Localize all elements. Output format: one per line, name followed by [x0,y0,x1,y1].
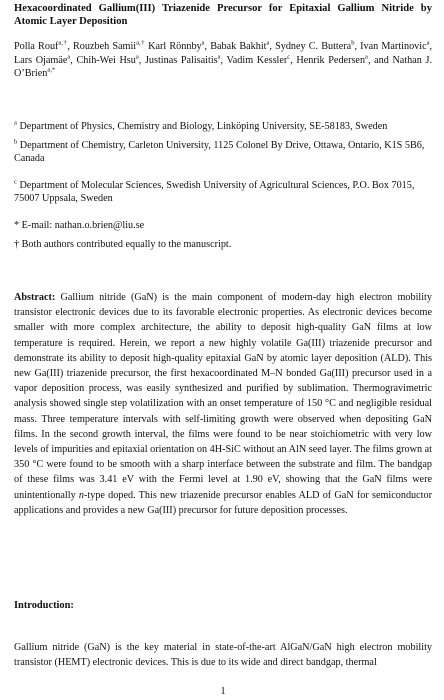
paper-title: Hexacoordinated Gallium(III) Triazenide Precursor for Epitaxial Gallium Nitride by Atomic Layer Deposition [14,3,432,27]
author: Lars Ojamäe$^a$ [14,53,71,66]
page-number: 1 [220,686,226,697]
author: Sydney C. Buttera$^b$ [275,39,355,52]
introduction-text: Gallium nitride (GaN) is the key material in state-of-the-art AlGaN/GaN high electron mobility transistor (HEMT) electronic devices. This is due to its wide and direct bandgap, thermal [14,642,432,669]
author: Chih-Wei Hsu$^a$ [76,53,139,66]
author: Nathan J. O’Brien$^{a,*}$ [14,54,433,79]
author: Vadim Kessler$^c$ [226,53,291,66]
author: Karl Rönnby$^a$ [148,39,205,52]
author: Rouzbeh Samii$^{a,\dagger}$ [73,39,146,52]
affiliation-b: $^b$ Department of Chemistry, Carleton University, 1125 Colonel By Drive, Ottawa, Ontario, K1S 5B6, Canada [14,138,425,164]
corresponding-email: * E-mail: nathan.o.brien@liu.se [14,220,145,231]
author: Justinas Palisaitis$^a$ [144,53,221,66]
author: Polla Rouf$^{a,\dagger}$ [14,39,68,52]
affiliation-a: $^a$ Department of Physics, Chemistry and Biology, Linköping University, SE-58183, Sweden [14,119,388,132]
affiliation-c: $^c$ Department of Molecular Sciences, Swedish University of Agricultural Sciences, P.O. Box 7015, 75007 Uppsala, Sweden [14,178,415,204]
introduction-heading: Introduction: [14,600,74,611]
abstract-label: Abstract: [14,292,56,303]
author: Henrik Pedersen$^a$ [296,53,368,66]
equal-contribution-note: † Both authors contributed equally to the manuscript. [14,239,232,250]
author-list: Polla Rouf$^{a,\dagger}$, Rouzbeh Samii$^{a,\dagger}$ Karl Rönnby$^a$, Babak Bakhit$^a$, Sydney C. Buttera$^b$, Ivan Martinovic$^a$, Lars Ojamäe$^a$, Chih-Wei Hsu$^a$, Justinas Palisaitis$^a$, Vadim Kessler$^c$, Henrik Pedersen$^a$, and Nathan J. O’Brien$^{a,*}$ [14,39,433,79]
author: Ivan Martinovic$^a$ [360,39,430,52]
author: Babak Bakhit$^a$ [210,39,270,52]
abstract: Abstract: Gallium nitride (GaN) is the main component of modern-day high electron mobility transistor electronic devices due to its favorable electronic properties. As electronic devices become smaller with more complex architecture, the ability to deposit high-quality GaN films at low temperature is required. Herein, we report a new highly volatile Ga(III) triazenide precursor and demonstrate its ability to deposit high-quality epitaxial GaN by atomic layer deposition (ALD). This new Ga(III) triazenide precursor, the first hexacoordinated M–N bonded Ga(III) precursor used in a vapor deposition process, was easily synthesized and purified by sublimation. Thermogravimetric analysis showed single step volatilization with an onset temperature of 150 °C and negligible residual mass. Three temperature intervals with self-limiting growth were observed when depositing GaN films. In the second growth interval, the films were found to be near stoichiometric with very low levels of impurities and epitaxial orientation on 4H-SiC without an AlN seed layer. The films grown at 350 °C were found to be smooth with a sharp interface between the substrate and film. The bandgap of these films was 3.41 eV with the Fermi level at 1.90 eV, showing that the GaN films were unintentionally n-type doped. This new triazenide precursor enables ALD of GaN for semiconductor applications and provides a new Ga(III) precursor for future deposition processes. [14,292,432,516]
